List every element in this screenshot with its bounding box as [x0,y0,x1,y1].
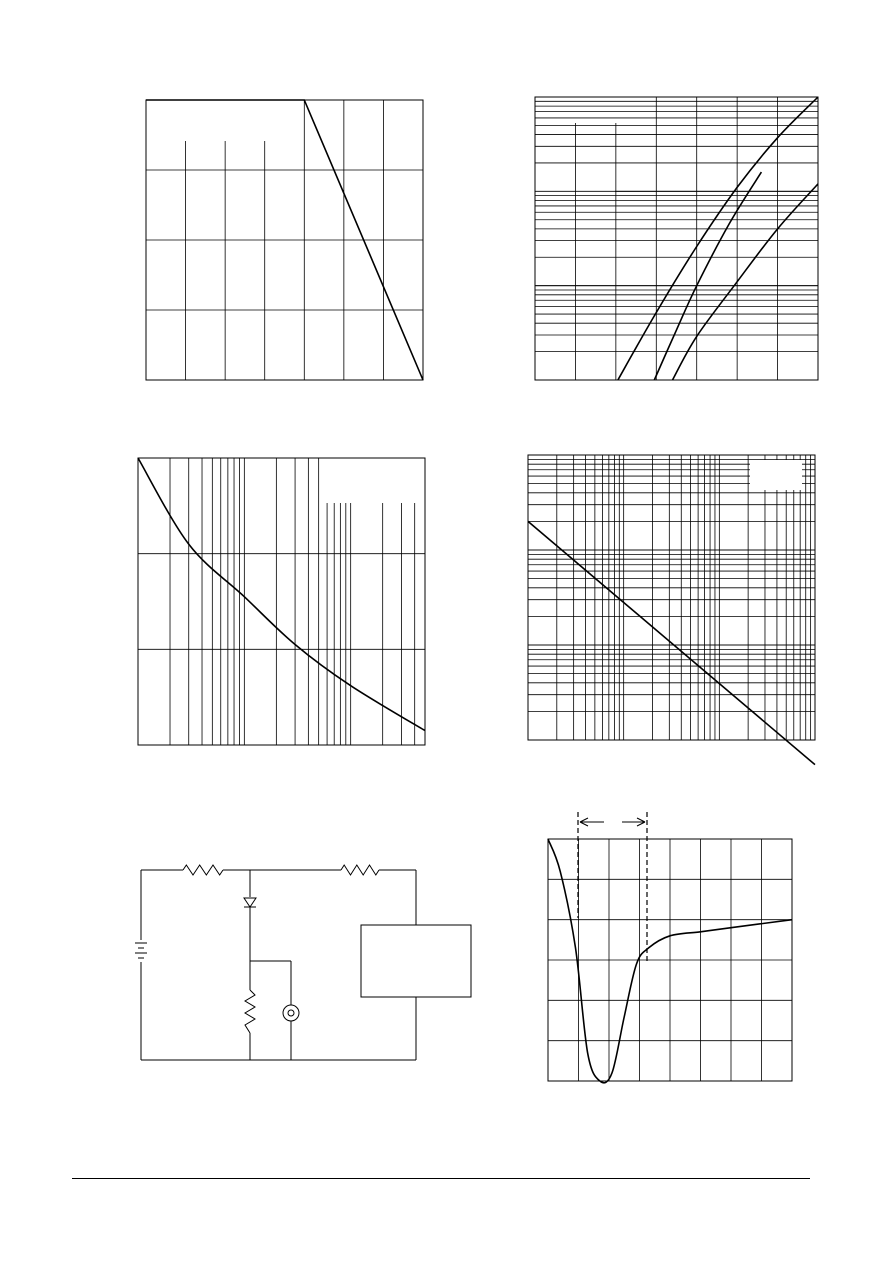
chart-2-forward-characteristic [535,97,818,380]
chart-3-series-1 [138,458,425,731]
test-circuit-diagram [135,865,471,1060]
resistor-r2 [341,865,379,875]
chart-2-series-2 [654,172,761,380]
connector-outer-icon [283,1005,299,1021]
chart-6-recovery-waveform [548,812,792,1083]
chart-4-frame [528,455,815,740]
chart-1-derating [146,100,423,380]
chart-2-series-3 [673,184,819,380]
resistor-r3 [245,990,255,1033]
chart-4-series-1 [528,521,815,764]
diode-triangle [244,898,256,907]
chart-4-label-area [750,460,802,490]
instrument-box [361,925,471,997]
chart-3-log-linear [138,458,425,745]
connector-inner-icon [288,1010,294,1016]
footer-rule [72,1178,810,1179]
chart-3-frame [138,458,425,745]
resistor-r1 [183,865,223,875]
chart-2-series-1 [618,97,818,380]
chart-4-log-log [528,455,815,765]
